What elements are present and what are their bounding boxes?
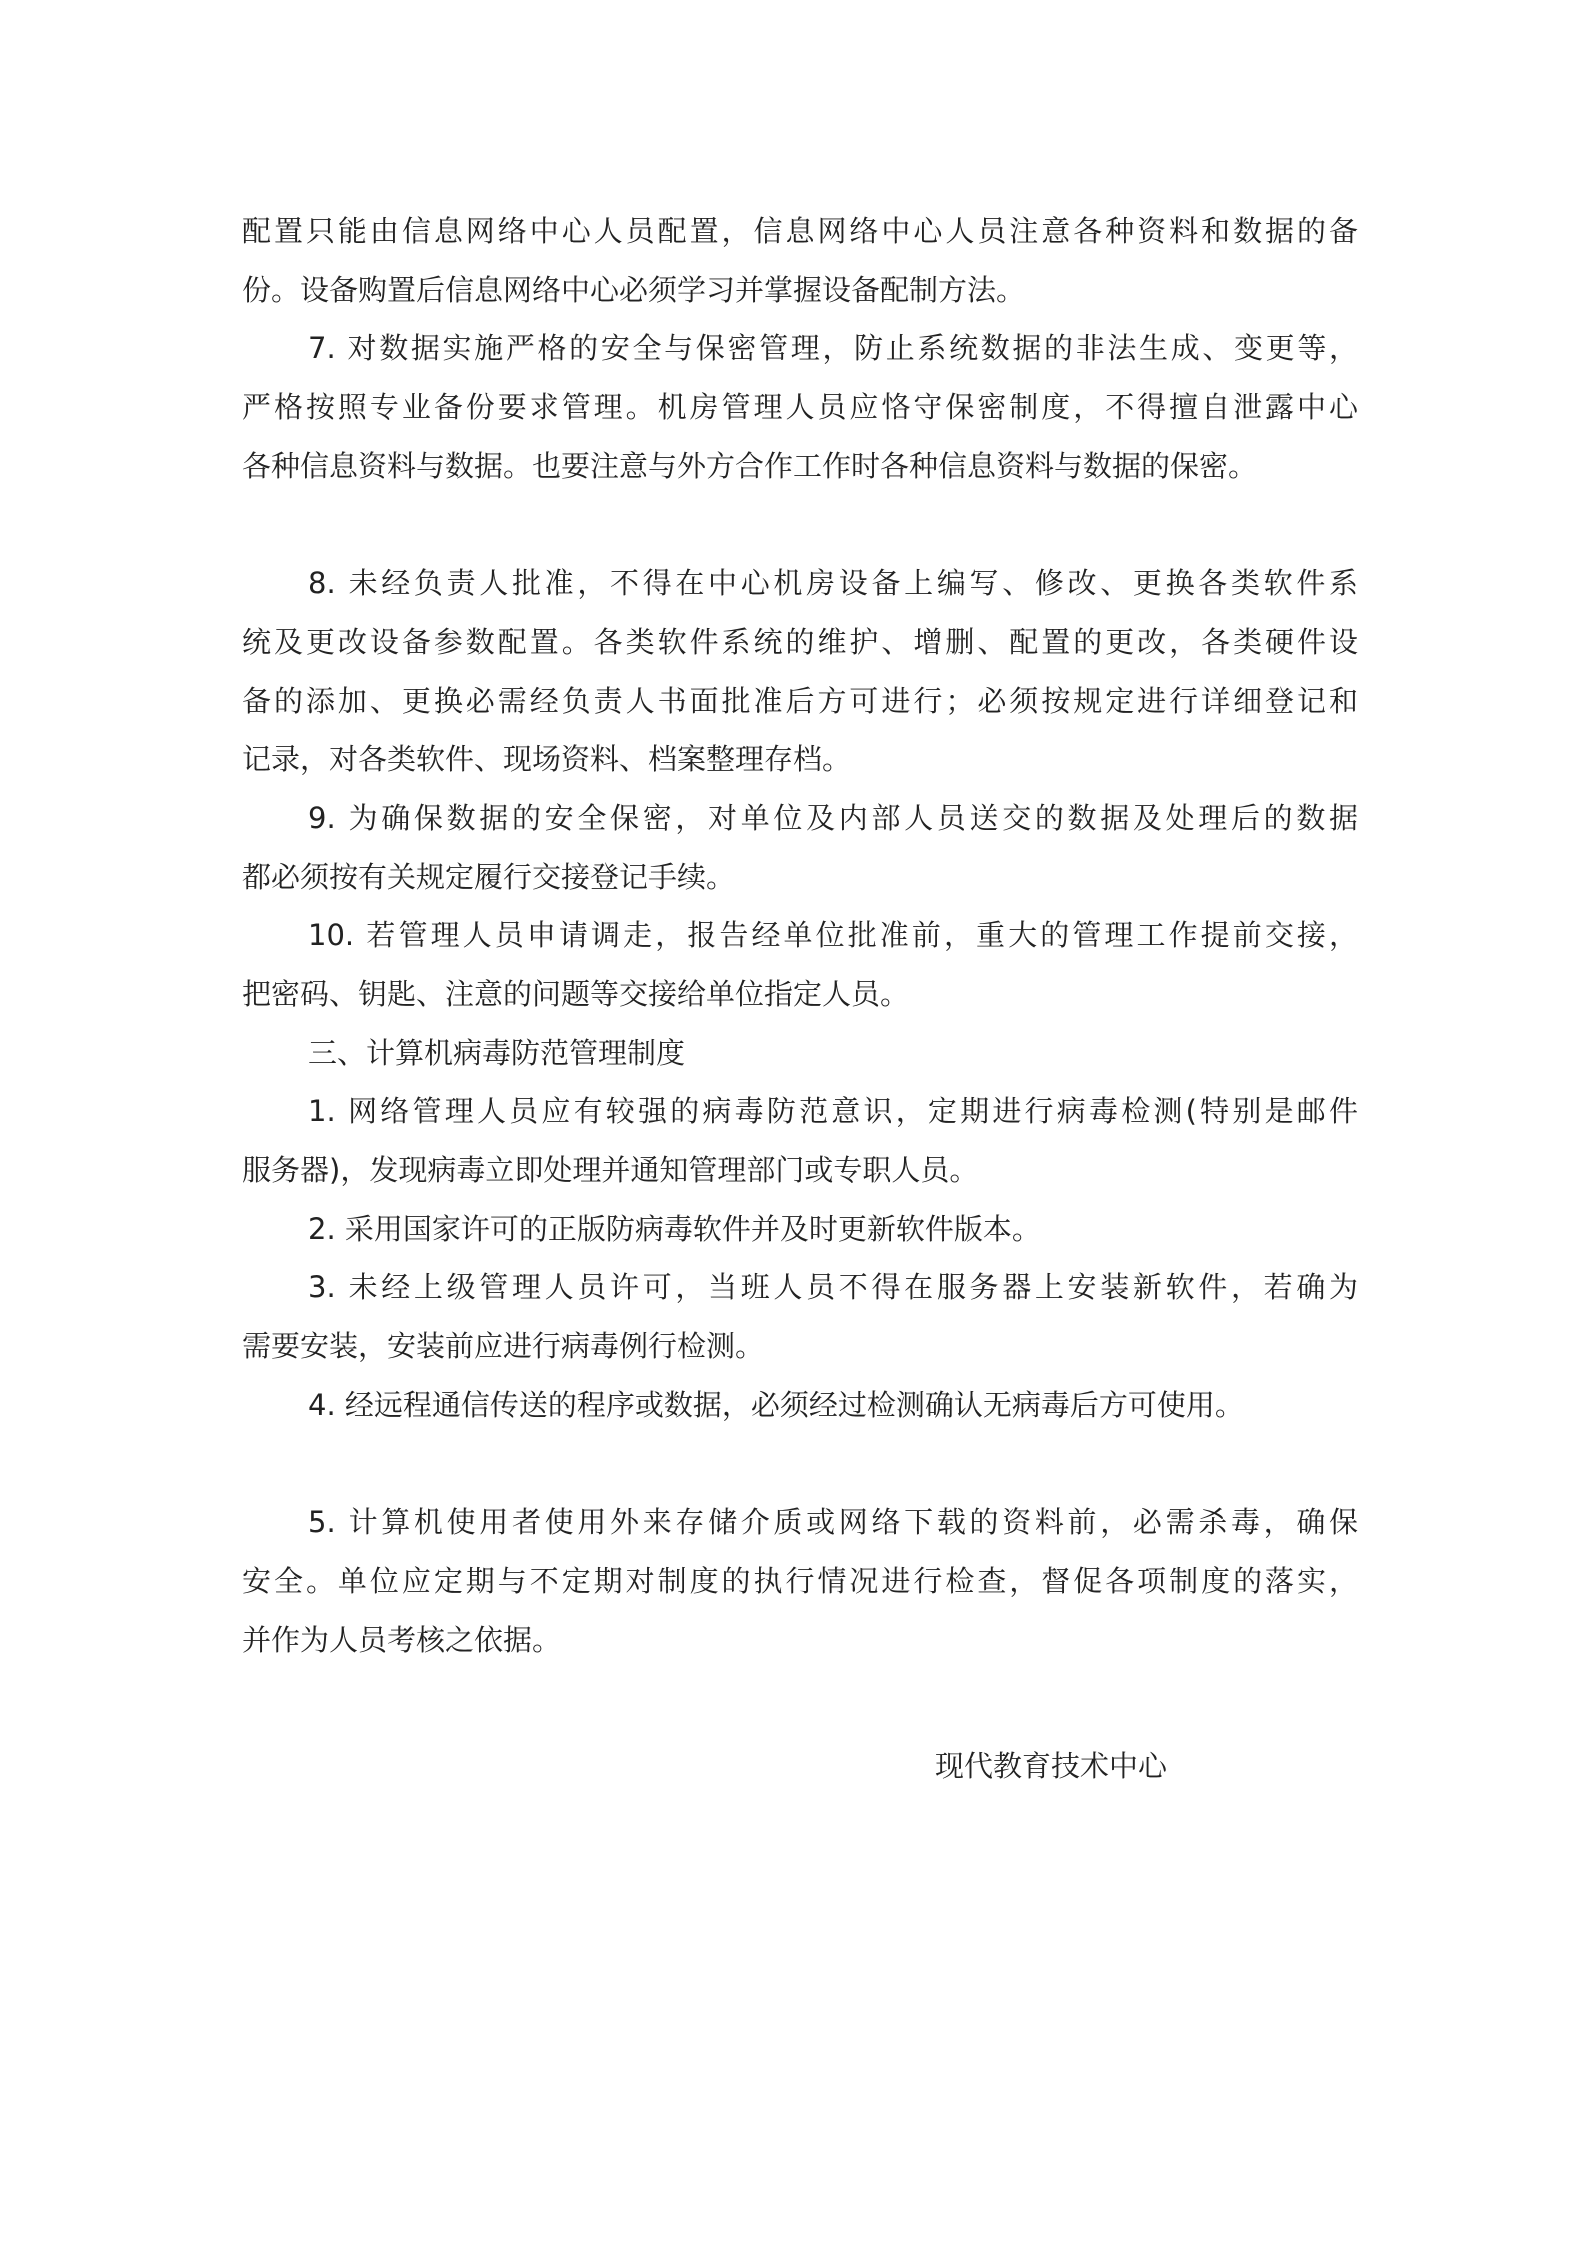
paragraph [242,789,1358,906]
text-line: 5. 计算机使用者使用外来存储介质或网络下载的资料前，必需杀毒，确保 [308,1505,1358,1540]
text-line: 4. 经远程通信传送的程序或数据，必须经过检测确认无病毒后方可使用。 [308,1387,1244,1422]
text-line: 8. 未经负责人批准，不得在中心机房设备上编写、修改、更换各类软件系 [308,566,1358,601]
paragraph [242,1200,1358,1259]
text-line: 服务器)，发现病毒立即处理并通知管理部门或专职人员。 [242,1153,979,1187]
text-line: 三、计算机病毒防范管理制度 [308,1035,686,1070]
text-line: 需要安装，安装前应进行病毒例行检测。 [242,1329,765,1364]
text-line: 都必须按有关规定履行交接登记手续。 [242,859,736,894]
paragraph [242,554,1358,789]
text-line: 并作为人员考核之依据。 [242,1622,562,1657]
text-line: 1. 网络管理人员应有较强的病毒防范意识，定期进行病毒检测(特别是邮件 [308,1094,1358,1129]
text-line: 7. 对数据实施严格的安全与保密管理，防止系统数据的非法生成、变更等， [308,331,1358,366]
text-line: 统及更改设备参数配置。各类软件系统的维护、增删、配置的更改，各类硬件设 [242,624,1358,659]
text-line: 备的添加、更换必需经负责人书面批准后方可进行；必须按规定进行详细登记和 [242,683,1358,718]
text-line: 严格按照专业备份要求管理。机房管理人员应恪守保密制度，不得擅自泄露中心 [242,390,1358,425]
paragraph [242,202,1358,319]
text-line: 记录，对各类软件、现场资料、档案整理存档。 [242,742,852,777]
paragraph [242,1258,1358,1375]
text-line: 份。设备购置后信息网络中心必须学习并掌握设备配制方法。 [242,272,1026,307]
paragraph [242,1024,1358,1083]
text-line: 9. 为确保数据的安全保密，对单位及内部人员送交的数据及处理后的数据 [308,800,1358,835]
document-body [242,202,1358,1669]
text-line: 2. 采用国家许可的正版防病毒软件并及时更新软件版本。 [308,1211,1041,1246]
signature: 现代教育技术中心 [935,1749,1168,1783]
paragraph [242,1493,1358,1669]
paragraph [242,906,1358,1023]
paragraph [242,1376,1358,1435]
paragraph [242,1082,1358,1199]
text-line: 3. 未经上级管理人员许可，当班人员不得在服务器上安装新软件，若确为 [308,1270,1358,1305]
text-line: 10. 若管理人员申请调走，报告经单位批准前，重大的管理工作提前交接， [308,918,1358,953]
paragraph [242,319,1358,495]
text-line: 安全。单位应定期与不定期对制度的执行情况进行检查，督促各项制度的落实， [242,1563,1358,1598]
text-line: 配置只能由信息网络中心人员配置，信息网络中心人员注意各种资料和数据的备 [242,214,1358,248]
blank-paragraph [242,1434,1358,1493]
text-line: 各种信息资料与数据。也要注意与外方合作工作时各种信息资料与数据的保密。 [242,448,1258,483]
text-line: 把密码、钥匙、注意的问题等交接给单位指定人员。 [242,976,910,1011]
blank-paragraph [242,495,1358,554]
